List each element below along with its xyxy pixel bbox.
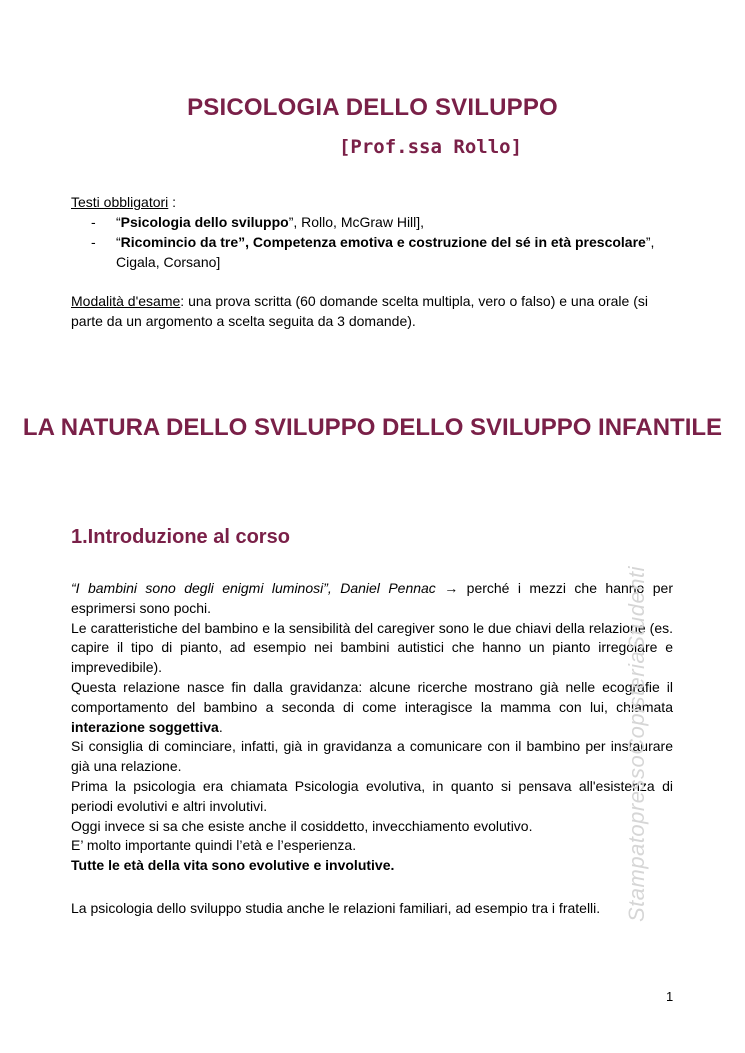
section-title: LA NATURA DELLO SVILUPPO DELLO SVILUPPO INFANTILE xyxy=(22,414,723,441)
required-texts xyxy=(71,192,673,272)
list-dash: - xyxy=(91,214,96,230)
book-title: Psicologia dello sviluppo xyxy=(120,214,289,230)
bold-term: interazione soggettiva xyxy=(71,718,219,735)
print-watermark: StampatopressoCopisteriaStudenti xyxy=(624,566,649,922)
paragraph: Le caratteristiche del bambino e la sensibilità del caregiver sono le due chiavi della relazione (es. capire il tipo di pianto, ad esempio nei bambini autistici che hanno un pianto irregolare e imprevedibile). xyxy=(71,619,673,676)
list-dash: - xyxy=(91,234,96,250)
exam-label: Modalità d'esame xyxy=(71,293,181,309)
section-subtitle: 1.Introduzione al corso xyxy=(71,526,290,548)
paragraph-text: Questa relazione nasce fin dalla gravidanza: alcune ricerche mostrano già nelle ecografie il comportamento del bambino a seconda di come interagisce la mamma con lui, chiamata xyxy=(71,678,673,715)
exam-mode xyxy=(71,291,673,331)
required-texts-colon: : xyxy=(168,194,177,210)
paragraph-end: . xyxy=(218,718,223,735)
open-quote: “ xyxy=(116,214,121,230)
paragraph xyxy=(71,678,673,737)
document-title: PSICOLOGIA DELLO SVILUPPO xyxy=(187,94,558,121)
quote: “I bambini sono degli enigmi luminosi”, Daniel Pennac xyxy=(71,580,436,596)
key-statement: Tutte le età della vita sono evolutive e involutive. xyxy=(71,857,395,874)
list-item xyxy=(71,212,673,232)
page-number: 1 xyxy=(666,989,674,1004)
quote-rest: → perché i mezzi che hanno per esprimersi sono pochi. xyxy=(71,580,673,616)
paragraph: Si consiglia di cominciare, infatti, già in gravidanza a comunicare con il bambino per instaurare già una relazione. xyxy=(71,738,673,775)
book-details: , Cigala, Corsano] xyxy=(116,234,655,270)
list-item xyxy=(71,232,673,272)
required-texts-label: Testi obbligatori xyxy=(71,194,169,210)
body-text xyxy=(71,579,673,876)
book-details: , Rollo, McGraw Hill], xyxy=(293,214,425,230)
book-title: Ricomincio da tre”, Competenza emotiva e costruzione del sé in età prescolare xyxy=(120,234,646,250)
close-quote: ” xyxy=(645,234,651,250)
paragraph: Prima la psicologia era chiamata Psicologia evolutiva, in quanto si pensava all'esistenza di periodi evolutivi e altri involutivi. xyxy=(71,777,673,814)
open-quote: “ xyxy=(116,234,121,250)
paragraph xyxy=(71,579,673,619)
paragraph: E’ molto importante quindi l’età e l’esperienza. xyxy=(71,837,357,854)
required-texts-heading xyxy=(71,192,673,212)
paragraph: Oggi invece si sa che esiste anche il cosiddetto, invecchiamento evolutivo. xyxy=(71,817,533,834)
document-subtitle: [Prof.ssa Rollo] xyxy=(338,136,523,158)
exam-text: : una prova scritta (60 domande scelta multipla, vero o falso) e una orale (si parte da un argomento a scelta seguita da 3 domande). xyxy=(71,293,648,329)
final-paragraph: La psicologia dello sviluppo studia anche le relazioni familiari, ad esempio tra i fratelli. xyxy=(71,900,601,916)
close-quote: ” xyxy=(288,214,294,230)
